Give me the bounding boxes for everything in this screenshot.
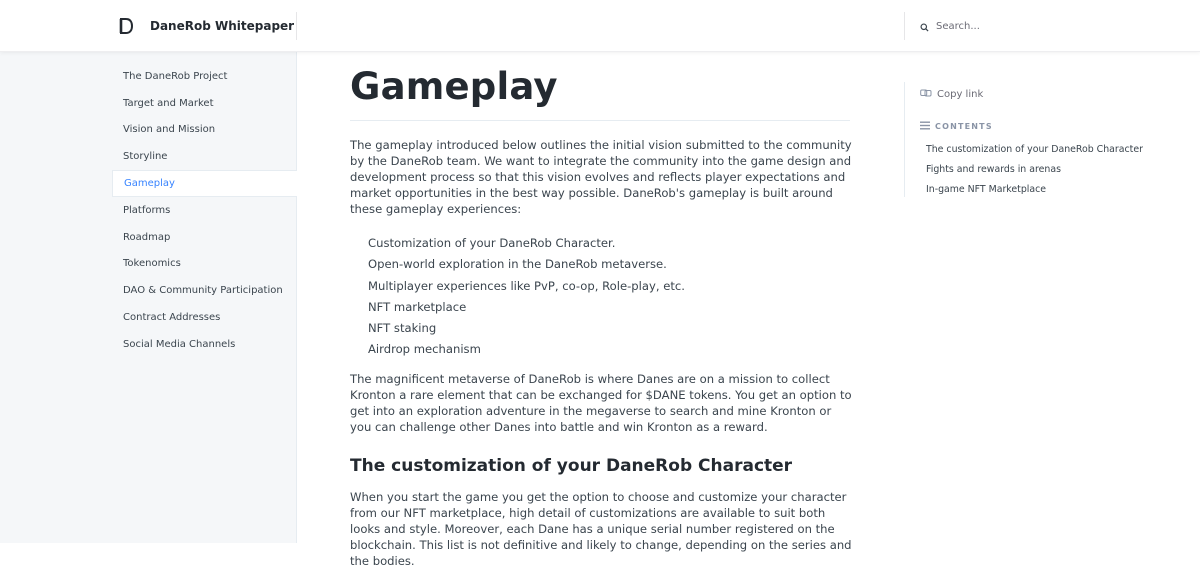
contents-label: CONTENTS: [935, 122, 993, 131]
sidebar-item-vision-and-mission[interactable]: Vision and Mission: [123, 124, 216, 136]
sidebar-item-tokenomics[interactable]: Tokenomics: [123, 258, 181, 270]
contents-heading: [920, 121, 993, 132]
sidebar-item-the-danerob-project[interactable]: The DaneRob Project: [123, 70, 228, 82]
search-box[interactable]: [905, 12, 1200, 40]
outline-divider: [904, 82, 905, 197]
metaverse-paragraph: The magnificent metaverse of DaneRob is where Danes are on a mission to collect Kronton a rare element that can be exchanged for $DANE tokens. You get an option to get into an exploration adventure in the megaverse to search and mine Kronton or you can challenge other Danes into battle and win Kronton as a reward.: [350, 371, 852, 434]
gameplay-experiences-list: [350, 233, 852, 361]
page-title: Gameplay: [350, 65, 558, 108]
table-of-contents: [926, 140, 1143, 201]
toc-item-nft-marketplace[interactable]: In-game NFT Marketplace: [926, 184, 1047, 196]
list-item: NFT staking: [368, 321, 437, 336]
toc-item-fights-rewards[interactable]: Fights and rewards in arenas: [926, 164, 1061, 176]
list-item: Open-world exploration in the DaneRob metaverse.: [368, 257, 667, 272]
list-item: Airdrop mechanism: [368, 342, 481, 357]
section-heading-customization: The customization of your DaneRob Character: [350, 455, 793, 476]
sidebar-item-storyline[interactable]: Storyline: [123, 151, 168, 163]
search-icon: [920, 17, 929, 36]
sidebar-nav: [112, 63, 297, 358]
sidebar-item-social-media-channels[interactable]: Social Media Channels: [123, 338, 236, 350]
sidebar-item-contract-addresses[interactable]: Contract Addresses: [123, 312, 221, 324]
list-item: Customization of your DaneRob Character.: [368, 236, 616, 250]
list-item: Multiplayer experiences like PvP, co-op, Role-play, etc.: [368, 278, 685, 293]
copy-link-label: Copy link: [937, 89, 984, 100]
sidebar-item-platforms[interactable]: Platforms: [123, 204, 171, 216]
list-icon: [920, 121, 930, 132]
sidebar: [0, 52, 297, 543]
sidebar-item-dao-community[interactable]: DAO & Community Participation: [123, 285, 283, 297]
site-title: DaneRob Whitepaper: [150, 19, 295, 33]
intro-paragraph: The gameplay introduced below outlines the initial vision submitted to the community by the DaneRob team. We want to integrate the community into the game design and development process so that this vision evolves and reflects player expectations and market opportunities in the best way possible. DaneRob's gameplay is built around these gameplay experiences:: [350, 138, 852, 216]
copy-link-button[interactable]: [920, 88, 983, 101]
list-item: NFT marketplace: [368, 299, 467, 314]
sidebar-item-roadmap[interactable]: Roadmap: [123, 231, 171, 243]
main-content: [350, 52, 852, 569]
brand-home-link[interactable]: [112, 12, 294, 40]
header-divider: [296, 12, 297, 40]
search-input[interactable]: [936, 21, 1136, 32]
sidebar-item-gameplay[interactable]: Gameplay: [112, 170, 297, 197]
sidebar-item-target-and-market[interactable]: Target and Market: [123, 97, 214, 109]
customization-paragraph: When you start the game you get the option to choose and customize your character from our NFT marketplace, high detail of customizations are available to suit both looks and style. Moreover, each Dane has a unique serial number registered on the blockchain. This list is not definitive and likely to change, depending on the series and the bodies.: [350, 489, 852, 568]
toc-item-customization[interactable]: The customization of your DaneRob Character: [926, 144, 1143, 155]
danerob-logo-icon: [112, 12, 140, 40]
title-divider: [350, 120, 850, 121]
link-icon: [920, 88, 932, 101]
page-outline: [904, 52, 1200, 543]
top-header: [0, 0, 1200, 52]
